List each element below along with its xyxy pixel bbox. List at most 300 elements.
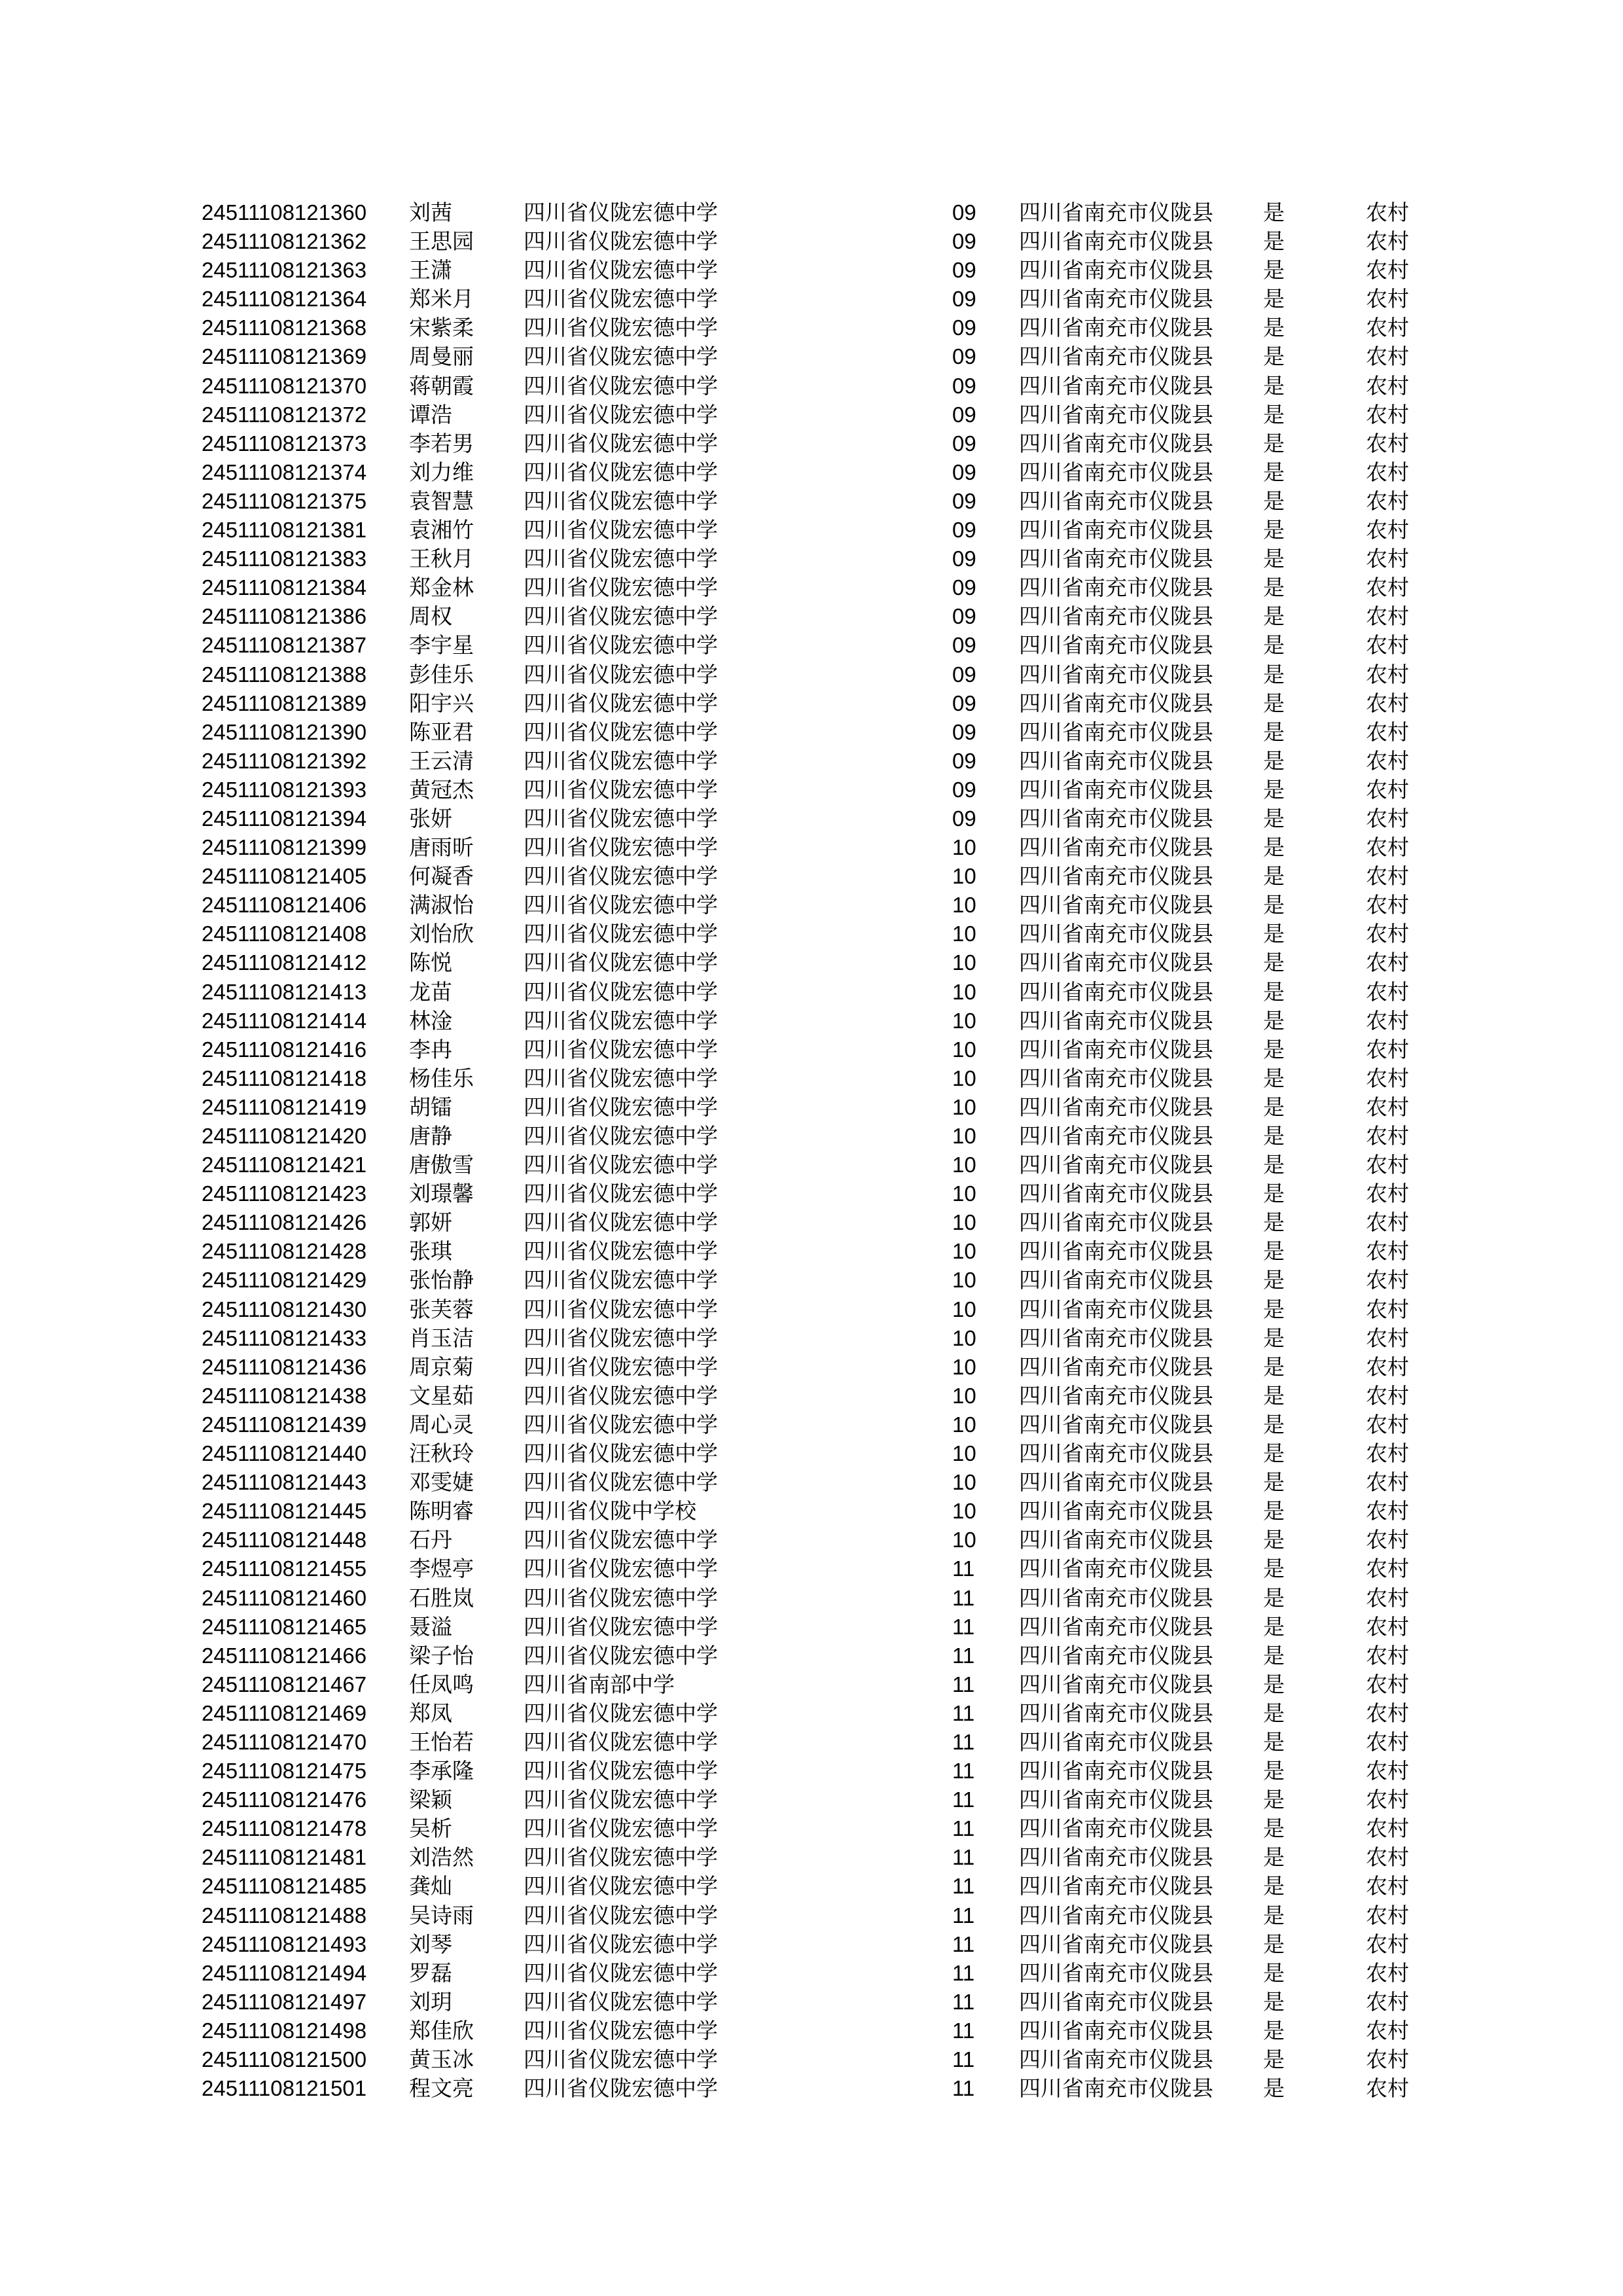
- school-cell: 四川省仪陇宏德中学: [524, 1527, 718, 1553]
- address-cell: 四川省南充市仪陇县: [1019, 834, 1213, 861]
- rural-area-cell: 农村: [1366, 1613, 1409, 1640]
- table-row: [0, 1179, 1623, 1208]
- rural-area-cell: 农村: [1366, 546, 1409, 572]
- yes-flag-cell: 是: [1263, 1844, 1285, 1871]
- rural-area-cell: 农村: [1366, 1498, 1409, 1524]
- rural-area-cell: 农村: [1366, 661, 1409, 687]
- student-name-cell: 李冉: [409, 1036, 452, 1062]
- rural-area-cell: 农村: [1366, 1671, 1409, 1697]
- student-name-cell: 黄冠杰: [409, 776, 474, 802]
- table-row: [0, 1814, 1623, 1843]
- exam-number-cell: 24511108121475: [202, 1759, 367, 1784]
- table-row: [0, 1497, 1623, 1526]
- school-cell: 四川省仪陇宏德中学: [524, 315, 718, 341]
- exam-number-cell: 24511108121493: [202, 1931, 367, 1956]
- yes-flag-cell: 是: [1263, 776, 1285, 802]
- table-row: [0, 1872, 1623, 1901]
- class-number-cell: 11: [952, 2047, 975, 2072]
- exam-number-cell: 24511108121369: [202, 344, 367, 369]
- address-cell: 四川省南充市仪陇县: [1019, 1382, 1213, 1408]
- yes-flag-cell: 是: [1263, 430, 1285, 456]
- school-cell: 四川省仪陇宏德中学: [524, 372, 718, 399]
- exam-number-cell: 24511108121419: [202, 1094, 367, 1119]
- student-name-cell: 郑米月: [409, 286, 474, 312]
- rural-area-cell: 农村: [1366, 1036, 1409, 1062]
- school-cell: 四川省仪陇宏德中学: [524, 1181, 718, 1207]
- yes-flag-cell: 是: [1263, 747, 1285, 774]
- address-cell: 四川省南充市仪陇县: [1019, 1007, 1213, 1033]
- school-cell: 四川省仪陇宏德中学: [524, 2075, 718, 2102]
- class-number-cell: 11: [952, 1643, 975, 1668]
- school-cell: 四川省南部中学: [524, 1671, 675, 1697]
- student-name-cell: 李宇星: [409, 632, 474, 658]
- school-cell: 四川省仪陇宏德中学: [524, 488, 718, 514]
- address-cell: 四川省南充市仪陇县: [1019, 430, 1213, 456]
- address-cell: 四川省南充市仪陇县: [1019, 1238, 1213, 1265]
- class-number-cell: 09: [952, 488, 976, 513]
- class-number-cell: 11: [952, 1989, 975, 2014]
- address-cell: 四川省南充市仪陇县: [1019, 661, 1213, 687]
- table-row: [0, 948, 1623, 977]
- address-cell: 四川省南充市仪陇县: [1019, 978, 1213, 1005]
- class-number-cell: 09: [952, 287, 976, 312]
- school-cell: 四川省仪陇宏德中学: [524, 1354, 718, 1380]
- school-cell: 四川省仪陇宏德中学: [524, 2047, 718, 2072]
- yes-flag-cell: 是: [1263, 575, 1285, 601]
- class-number-cell: 09: [952, 691, 976, 715]
- school-cell: 四川省仪陇宏德中学: [524, 1902, 718, 1928]
- table-row: [0, 314, 1623, 342]
- rural-area-cell: 农村: [1366, 1267, 1409, 1293]
- address-cell: 四川省南充市仪陇县: [1019, 459, 1213, 485]
- exam-number-cell: 24511108121500: [202, 2047, 367, 2072]
- table-row: [0, 631, 1623, 660]
- address-cell: 四川省南充市仪陇县: [1019, 546, 1213, 572]
- rural-area-cell: 农村: [1366, 1238, 1409, 1265]
- student-name-cell: 周曼丽: [409, 344, 474, 370]
- exam-number-cell: 24511108121426: [202, 1210, 367, 1235]
- rural-area-cell: 农村: [1366, 1296, 1409, 1322]
- school-cell: 四川省仪陇宏德中学: [524, 1988, 718, 2015]
- school-cell: 四川省仪陇宏德中学: [524, 1411, 718, 1437]
- rural-area-cell: 农村: [1366, 1902, 1409, 1928]
- table-row: [0, 862, 1623, 891]
- school-cell: 四川省仪陇宏德中学: [524, 1931, 718, 1957]
- address-cell: 四川省南充市仪陇县: [1019, 719, 1213, 745]
- table-row: [0, 804, 1623, 833]
- address-cell: 四川省南充市仪陇县: [1019, 1411, 1213, 1437]
- rural-area-cell: 农村: [1366, 257, 1409, 283]
- exam-number-cell: 24511108121413: [202, 979, 367, 1004]
- yes-flag-cell: 是: [1263, 719, 1285, 745]
- address-cell: 四川省南充市仪陇县: [1019, 1498, 1213, 1524]
- school-cell: 四川省仪陇宏德中学: [524, 661, 718, 687]
- student-name-cell: 刘琴: [409, 1931, 452, 1957]
- rural-area-cell: 农村: [1366, 2017, 1409, 2043]
- student-name-cell: 罗磊: [409, 1960, 452, 1986]
- table-row: [0, 1584, 1623, 1613]
- table-row: [0, 1785, 1623, 1814]
- class-number-cell: 09: [952, 547, 976, 571]
- exam-number-cell: 24511108121414: [202, 1008, 367, 1033]
- yes-flag-cell: 是: [1263, 344, 1285, 370]
- school-cell: 四川省仪陇宏德中学: [524, 1469, 718, 1496]
- yes-flag-cell: 是: [1263, 1585, 1285, 1611]
- address-cell: 四川省南充市仪陇县: [1019, 690, 1213, 716]
- school-cell: 四川省仪陇宏德中学: [524, 632, 718, 658]
- table-row: [0, 660, 1623, 689]
- exam-number-cell: 24511108121420: [202, 1124, 367, 1148]
- yes-flag-cell: 是: [1263, 257, 1285, 283]
- address-cell: 四川省南充市仪陇县: [1019, 200, 1213, 225]
- address-cell: 四川省南充市仪陇县: [1019, 1094, 1213, 1120]
- yes-flag-cell: 是: [1263, 1065, 1285, 1091]
- yes-flag-cell: 是: [1263, 1382, 1285, 1408]
- address-cell: 四川省南充市仪陇县: [1019, 1816, 1213, 1842]
- school-cell: 四川省仪陇宏德中学: [524, 257, 718, 283]
- table-row: [0, 256, 1623, 285]
- exam-number-cell: 24511108121381: [202, 518, 367, 543]
- yes-flag-cell: 是: [1263, 1036, 1285, 1062]
- student-name-cell: 林淦: [409, 1007, 452, 1033]
- exam-number-cell: 24511108121375: [202, 488, 367, 513]
- school-cell: 四川省仪陇宏德中学: [524, 921, 718, 947]
- class-number-cell: 10: [952, 864, 976, 889]
- class-number-cell: 10: [952, 922, 976, 946]
- rural-area-cell: 农村: [1366, 978, 1409, 1005]
- class-number-cell: 09: [952, 604, 976, 629]
- yes-flag-cell: 是: [1263, 1556, 1285, 1582]
- school-cell: 四川省仪陇宏德中学: [524, 1238, 718, 1265]
- exam-number-cell: 24511108121383: [202, 547, 367, 571]
- class-number-cell: 11: [952, 1816, 975, 1841]
- rural-area-cell: 农村: [1366, 2075, 1409, 2102]
- school-cell: 四川省仪陇宏德中学: [524, 1729, 718, 1755]
- rural-area-cell: 农村: [1366, 459, 1409, 485]
- rural-area-cell: 农村: [1366, 834, 1409, 861]
- rural-area-cell: 农村: [1366, 488, 1409, 514]
- table-row: [0, 1093, 1623, 1122]
- school-cell: 四川省仪陇宏德中学: [524, 1585, 718, 1611]
- address-cell: 四川省南充市仪陇县: [1019, 2047, 1213, 2072]
- student-name-cell: 王秋月: [409, 546, 474, 572]
- yes-flag-cell: 是: [1263, 200, 1285, 225]
- yes-flag-cell: 是: [1263, 1700, 1285, 1726]
- class-number-cell: 11: [952, 1614, 975, 1639]
- school-cell: 四川省仪陇宏德中学: [524, 1296, 718, 1322]
- school-cell: 四川省仪陇宏德中学: [524, 546, 718, 572]
- school-cell: 四川省仪陇宏德中学: [524, 228, 718, 255]
- table-row: [0, 1122, 1623, 1151]
- table-row: [0, 747, 1623, 776]
- rural-area-cell: 农村: [1366, 921, 1409, 947]
- rural-area-cell: 农村: [1366, 575, 1409, 601]
- exam-number-cell: 24511108121360: [202, 200, 367, 224]
- student-name-cell: 郭妍: [409, 1210, 452, 1236]
- exam-number-cell: 24511108121399: [202, 835, 367, 860]
- yes-flag-cell: 是: [1263, 892, 1285, 918]
- yes-flag-cell: 是: [1263, 1123, 1285, 1149]
- class-number-cell: 10: [952, 1066, 976, 1090]
- yes-flag-cell: 是: [1263, 1296, 1285, 1322]
- yes-flag-cell: 是: [1263, 1758, 1285, 1784]
- exam-number-cell: 24511108121445: [202, 1499, 367, 1524]
- student-name-cell: 龙苗: [409, 978, 452, 1005]
- table-row: [0, 1526, 1623, 1554]
- address-cell: 四川省南充市仪陇县: [1019, 286, 1213, 312]
- rural-area-cell: 农村: [1366, 1844, 1409, 1871]
- yes-flag-cell: 是: [1263, 1873, 1285, 1899]
- exam-number-cell: 24511108121448: [202, 1528, 367, 1552]
- school-cell: 四川省仪陇宏德中学: [524, 1613, 718, 1640]
- school-cell: 四川省仪陇宏德中学: [524, 1152, 718, 1178]
- school-cell: 四川省仪陇宏德中学: [524, 1642, 718, 1668]
- table-row: [0, 1382, 1623, 1410]
- yes-flag-cell: 是: [1263, 834, 1285, 861]
- exam-number-cell: 24511108121439: [202, 1412, 367, 1437]
- table-row: [0, 689, 1623, 718]
- school-cell: 四川省仪陇宏德中学: [524, 603, 718, 630]
- yes-flag-cell: 是: [1263, 950, 1285, 976]
- exam-number-cell: 24511108121433: [202, 1325, 367, 1350]
- exam-number-cell: 24511108121466: [202, 1643, 367, 1668]
- yes-flag-cell: 是: [1263, 1613, 1285, 1640]
- exam-number-cell: 24511108121470: [202, 1729, 367, 1754]
- exam-number-cell: 24511108121412: [202, 950, 367, 975]
- class-number-cell: 10: [952, 1008, 976, 1033]
- class-number-cell: 10: [952, 1412, 976, 1437]
- exam-number-cell: 24511108121405: [202, 864, 367, 889]
- yes-flag-cell: 是: [1263, 1729, 1285, 1755]
- yes-flag-cell: 是: [1263, 690, 1285, 716]
- yes-flag-cell: 是: [1263, 488, 1285, 514]
- student-name-cell: 陈明睿: [409, 1498, 474, 1524]
- student-name-cell: 李若男: [409, 430, 474, 456]
- exam-number-cell: 24511108121455: [202, 1556, 367, 1581]
- student-name-cell: 李煜亭: [409, 1556, 474, 1582]
- student-name-cell: 石丹: [409, 1527, 452, 1553]
- table-row: [0, 1064, 1623, 1093]
- yes-flag-cell: 是: [1263, 546, 1285, 572]
- class-number-cell: 09: [952, 373, 976, 398]
- exam-number-cell: 24511108121465: [202, 1614, 367, 1639]
- table-row: [0, 1699, 1623, 1728]
- table-row: [0, 1843, 1623, 1872]
- yes-flag-cell: 是: [1263, 2075, 1285, 2102]
- yes-flag-cell: 是: [1263, 1498, 1285, 1524]
- student-name-cell: 吴诗雨: [409, 1902, 474, 1928]
- student-name-cell: 王怡若: [409, 1729, 474, 1755]
- table-row: [0, 545, 1623, 573]
- class-number-cell: 09: [952, 459, 976, 484]
- yes-flag-cell: 是: [1263, 2017, 1285, 2043]
- address-cell: 四川省南充市仪陇县: [1019, 1642, 1213, 1668]
- rural-area-cell: 农村: [1366, 315, 1409, 341]
- exam-number-cell: 24511108121362: [202, 229, 367, 254]
- exam-number-cell: 24511108121390: [202, 719, 367, 744]
- table-row: [0, 1035, 1623, 1064]
- address-cell: 四川省南充市仪陇县: [1019, 776, 1213, 802]
- yes-flag-cell: 是: [1263, 1094, 1285, 1120]
- exam-number-cell: 24511108121386: [202, 604, 367, 629]
- school-cell: 四川省仪陇宏德中学: [524, 1065, 718, 1091]
- yes-flag-cell: 是: [1263, 1469, 1285, 1496]
- school-cell: 四川省仪陇宏德中学: [524, 719, 718, 745]
- rural-area-cell: 农村: [1366, 1325, 1409, 1351]
- school-cell: 四川省仪陇宏德中学: [524, 1700, 718, 1726]
- exam-number-cell: 24511108121469: [202, 1700, 367, 1725]
- exam-number-cell: 24511108121497: [202, 1989, 367, 2014]
- yes-flag-cell: 是: [1263, 863, 1285, 889]
- exam-number-cell: 24511108121428: [202, 1239, 367, 1264]
- address-cell: 四川省南充市仪陇县: [1019, 1873, 1213, 1899]
- rural-area-cell: 农村: [1366, 1354, 1409, 1380]
- table-row: [0, 1901, 1623, 1930]
- school-cell: 四川省仪陇宏德中学: [524, 1816, 718, 1842]
- exam-number-cell: 24511108121501: [202, 2076, 367, 2101]
- table-row: [0, 1988, 1623, 2017]
- yes-flag-cell: 是: [1263, 1354, 1285, 1380]
- address-cell: 四川省南充市仪陇县: [1019, 1181, 1213, 1207]
- exam-number-cell: 24511108121388: [202, 662, 367, 687]
- yes-flag-cell: 是: [1263, 1527, 1285, 1553]
- address-cell: 四川省南充市仪陇县: [1019, 1065, 1213, 1091]
- rural-area-cell: 农村: [1366, 401, 1409, 427]
- student-name-cell: 郑金林: [409, 575, 474, 601]
- rural-area-cell: 农村: [1366, 1527, 1409, 1553]
- yes-flag-cell: 是: [1263, 1988, 1285, 2015]
- yes-flag-cell: 是: [1263, 1671, 1285, 1697]
- class-number-cell: 11: [952, 1672, 975, 1696]
- yes-flag-cell: 是: [1263, 1816, 1285, 1842]
- address-cell: 四川省南充市仪陇县: [1019, 805, 1213, 831]
- table-row: [0, 2045, 1623, 2074]
- school-cell: 四川省仪陇宏德中学: [524, 863, 718, 889]
- yes-flag-cell: 是: [1263, 978, 1285, 1005]
- address-cell: 四川省南充市仪陇县: [1019, 632, 1213, 658]
- table-row: [0, 1237, 1623, 1266]
- table-row: [0, 1439, 1623, 1468]
- exam-number-cell: 24511108121416: [202, 1037, 367, 1062]
- table-row: [0, 429, 1623, 458]
- address-cell: 四川省南充市仪陇县: [1019, 257, 1213, 283]
- address-cell: 四川省南充市仪陇县: [1019, 1613, 1213, 1640]
- table-row: [0, 285, 1623, 314]
- rural-area-cell: 农村: [1366, 1873, 1409, 1899]
- class-number-cell: 11: [952, 1556, 975, 1581]
- yes-flag-cell: 是: [1263, 1238, 1285, 1265]
- table-row: [0, 342, 1623, 371]
- rural-area-cell: 农村: [1366, 1931, 1409, 1957]
- school-cell: 四川省仪陇宏德中学: [524, 401, 718, 427]
- rural-area-cell: 农村: [1366, 344, 1409, 370]
- address-cell: 四川省南充市仪陇县: [1019, 1988, 1213, 2015]
- class-number-cell: 09: [952, 344, 976, 369]
- class-number-cell: 10: [952, 1297, 976, 1321]
- table-row: [0, 1208, 1623, 1237]
- class-number-cell: 11: [952, 1700, 975, 1725]
- rural-area-cell: 农村: [1366, 430, 1409, 456]
- yes-flag-cell: 是: [1263, 805, 1285, 831]
- address-cell: 四川省南充市仪陇县: [1019, 315, 1213, 341]
- rural-area-cell: 农村: [1366, 1642, 1409, 1668]
- address-cell: 四川省南充市仪陇县: [1019, 1210, 1213, 1236]
- student-name-cell: 梁颖: [409, 1787, 452, 1813]
- table-row: [0, 1324, 1623, 1353]
- exam-number-cell: 24511108121387: [202, 633, 367, 658]
- student-name-cell: 周京菊: [409, 1354, 474, 1380]
- school-cell: 四川省仪陇宏德中学: [524, 1123, 718, 1149]
- yes-flag-cell: 是: [1263, 1642, 1285, 1668]
- address-cell: 四川省南充市仪陇县: [1019, 488, 1213, 514]
- table-row: [0, 1295, 1623, 1324]
- class-number-cell: 09: [952, 200, 976, 224]
- school-cell: 四川省仪陇宏德中学: [524, 747, 718, 774]
- yes-flag-cell: 是: [1263, 1931, 1285, 1957]
- school-cell: 四川省仪陇宏德中学: [524, 1873, 718, 1899]
- school-cell: 四川省仪陇宏德中学: [524, 978, 718, 1005]
- school-cell: 四川省仪陇宏德中学: [524, 805, 718, 831]
- yes-flag-cell: 是: [1263, 1441, 1285, 1467]
- table-row: [0, 1757, 1623, 1785]
- student-name-cell: 袁智慧: [409, 488, 474, 514]
- school-cell: 四川省仪陇宏德中学: [524, 690, 718, 716]
- address-cell: 四川省南充市仪陇县: [1019, 1671, 1213, 1697]
- school-cell: 四川省仪陇宏德中学: [524, 1758, 718, 1784]
- school-cell: 四川省仪陇宏德中学: [524, 1556, 718, 1582]
- table-row: [0, 920, 1623, 948]
- student-name-cell: 王云清: [409, 747, 474, 774]
- address-cell: 四川省南充市仪陇县: [1019, 228, 1213, 255]
- student-name-cell: 唐静: [409, 1123, 452, 1149]
- class-number-cell: 10: [952, 1470, 976, 1495]
- school-cell: 四川省仪陇宏德中学: [524, 430, 718, 456]
- exam-number-cell: 24511108121368: [202, 315, 367, 340]
- student-name-cell: 周权: [409, 603, 452, 630]
- school-cell: 四川省仪陇宏德中学: [524, 344, 718, 370]
- exam-number-cell: 24511108121485: [202, 1874, 367, 1899]
- class-number-cell: 10: [952, 893, 976, 918]
- rural-area-cell: 农村: [1366, 1816, 1409, 1842]
- yes-flag-cell: 是: [1263, 315, 1285, 341]
- address-cell: 四川省南充市仪陇县: [1019, 1527, 1213, 1553]
- table-row: [0, 1266, 1623, 1295]
- school-cell: 四川省仪陇宏德中学: [524, 459, 718, 485]
- class-number-cell: 10: [952, 1239, 976, 1264]
- class-number-cell: 10: [952, 1325, 976, 1350]
- exam-number-cell: 24511108121460: [202, 1585, 367, 1610]
- student-name-cell: 刘璟馨: [409, 1181, 474, 1207]
- class-number-cell: 09: [952, 662, 976, 687]
- student-name-cell: 刘力维: [409, 459, 474, 485]
- rural-area-cell: 农村: [1366, 1441, 1409, 1467]
- exam-number-cell: 24511108121408: [202, 922, 367, 946]
- school-cell: 四川省仪陇宏德中学: [524, 286, 718, 312]
- yes-flag-cell: 是: [1263, 632, 1285, 658]
- class-number-cell: 11: [952, 1874, 975, 1899]
- student-name-cell: 张芙蓉: [409, 1296, 474, 1322]
- school-cell: 四川省仪陇宏德中学: [524, 1787, 718, 1813]
- address-cell: 四川省南充市仪陇县: [1019, 1354, 1213, 1380]
- school-cell: 四川省仪陇宏德中学: [524, 950, 718, 976]
- student-name-cell: 石胜岚: [409, 1585, 474, 1611]
- table-row: [0, 1959, 1623, 1988]
- yes-flag-cell: 是: [1263, 1007, 1285, 1033]
- class-number-cell: 09: [952, 748, 976, 773]
- class-number-cell: 09: [952, 431, 976, 456]
- class-number-cell: 10: [952, 1094, 976, 1119]
- student-name-cell: 谭浩: [409, 401, 452, 427]
